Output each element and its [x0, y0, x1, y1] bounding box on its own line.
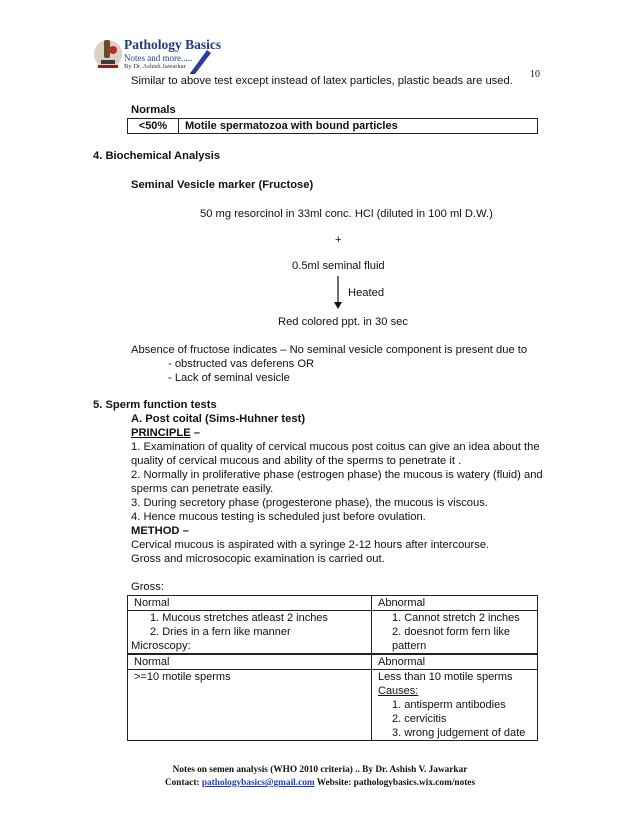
list-item: 1. Cannot stretch 2 inches [392, 612, 520, 624]
microscopy-table [127, 654, 538, 741]
normals-value-cell: <50% [128, 119, 179, 134]
micro-abnormal-header: Abnormal [372, 655, 538, 670]
micro-abnormal-cell [372, 670, 538, 741]
principle-line: 3. During secretory phase (progesterone phase), the mucous is viscous. [131, 497, 488, 509]
principle-line: quality of cervical mucous and ability of the sperms to penetrate it . [131, 455, 462, 467]
email-link[interactable]: pathologybasics@gmail.com [201, 778, 315, 788]
logo-author: By Dr. Ashish Jawarkar [124, 63, 186, 70]
method-heading: METHOD – [131, 525, 189, 537]
principle-line: 2. Normally in proliferative phase (estrogen phase) the mucous is watery (fluid) and [131, 469, 543, 481]
normals-table [127, 118, 538, 134]
pathology-basics-logo [93, 36, 222, 76]
principle-line: 1. Examination of quality of cervical mucous post coitus can give an idea about the [131, 441, 540, 453]
section-5-heading: 5. Sperm function tests [93, 399, 217, 411]
plus-sign: + [335, 234, 342, 246]
causes-label: Causes: [378, 685, 419, 697]
principle-label: PRINCIPLE [131, 427, 191, 439]
gross-abnormal-cell [372, 611, 538, 654]
contact-label: Contact: [164, 778, 202, 788]
reagent-line: 50 mg resorcinol in 33ml conc. HCl (diluted in 100 ml D.W.) [200, 208, 493, 220]
fructose-marker-heading: Seminal Vesicle marker (Fructose) [131, 179, 314, 191]
list-item: 3. wrong judgement of date [392, 727, 526, 739]
gross-normal-header: Normal [128, 596, 372, 611]
logo-title: Pathology Basics [124, 37, 222, 52]
cause-item: - Lack of seminal vesicle [168, 372, 290, 384]
cause-item: - obstructed vas deferens OR [168, 358, 315, 370]
micro-normal-cell: >=10 motile sperms [128, 670, 372, 741]
method-line: Cervical mucous is aspirated with a syringe 2-12 hours after intercourse. [131, 539, 490, 551]
footer-title: Notes on semen analysis (WHO 2010 criteria) .. By Dr. Ashish V. Jawarkar [172, 765, 468, 775]
post-coital-heading: A. Post coital (Sims-Huhner test) [131, 413, 306, 425]
principle-line: sperms can penetrate easily. [131, 483, 274, 495]
method-line: Gross and microsocopic examination is carried out. [131, 553, 385, 565]
logo-subtitle: Notes and more..... [124, 53, 193, 63]
gross-abnormal-header: Abnormal [372, 596, 538, 611]
principle-line: 4. Hence mucous testing is scheduled just before ovulation. [131, 511, 426, 523]
principle-heading [131, 426, 200, 440]
micro-normal-header: Normal [128, 655, 372, 670]
heated-label: Heated [348, 287, 385, 299]
intro-line: Similar to above test except instead of latex particles, plastic beads are used. [131, 75, 513, 87]
result-line: Red colored ppt. in 30 sec [278, 316, 408, 328]
microscope-icon [93, 36, 123, 72]
website-text: Website: pathologybasics.wix.com/notes [314, 778, 476, 788]
seminal-fluid-line: 0.5ml seminal fluid [292, 260, 385, 272]
microscopy-label: Microscopy: [131, 640, 191, 652]
normals-heading: Normals [131, 104, 176, 116]
gross-label: Gross: [131, 581, 164, 593]
list-item: 2. Dries in a fern like manner [150, 626, 291, 638]
abnormal-value: Less than 10 motile sperms [378, 671, 513, 683]
list-item: 2. cervicitis [392, 713, 447, 725]
principle-dash: – [190, 427, 201, 439]
list-item: 1. Mucous stretches atleast 2 inches [150, 612, 328, 624]
fructose-absence-line: Absence of fructose indicates – No seminal vesicle component is present due to [131, 344, 528, 356]
section-4-heading: 4. Biochemical Analysis [93, 150, 221, 162]
footer-contact [100, 778, 540, 788]
list-item: 1. antisperm antibodies [392, 699, 506, 711]
normals-description-cell: Motile spermatozoa with bound particles [179, 119, 538, 134]
page-number: 10 [530, 69, 540, 80]
list-item: 2. doesnot form fern like pattern [392, 626, 511, 652]
pen-icon [189, 48, 213, 74]
down-arrow-icon [332, 276, 344, 310]
